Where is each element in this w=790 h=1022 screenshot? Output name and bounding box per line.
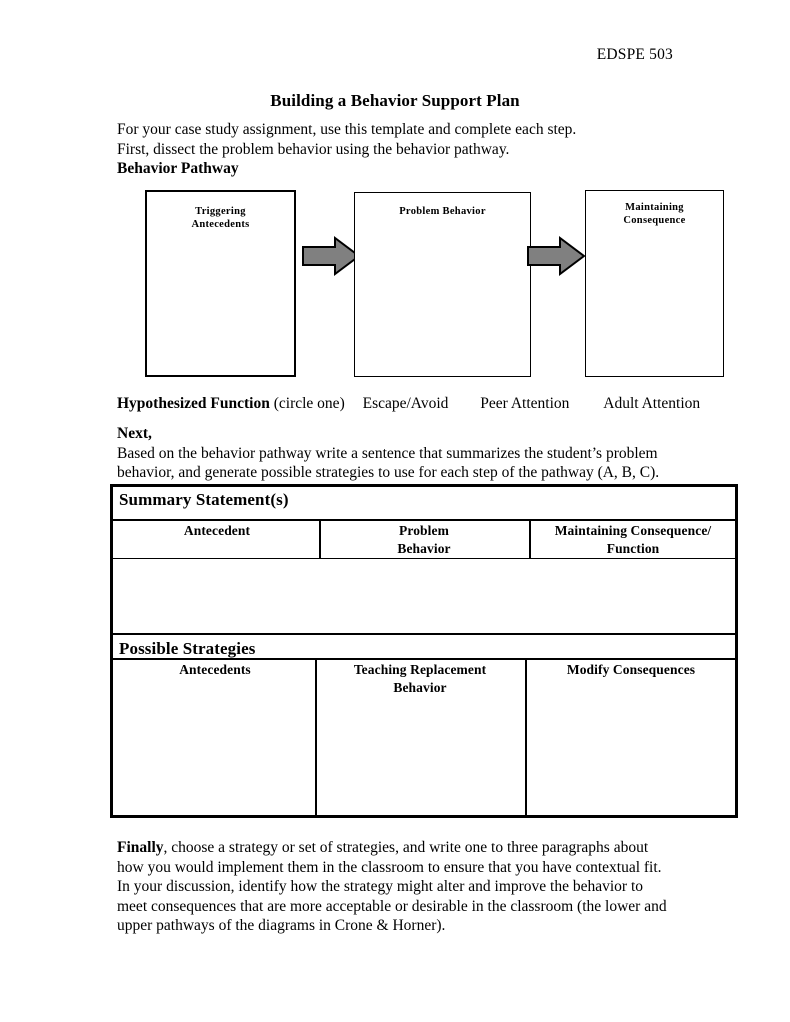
column-header-line1: Problem — [399, 523, 449, 538]
column-header-line1: Antecedents — [179, 662, 251, 677]
possible-strategies-band-title: Possible Strategies — [119, 639, 256, 658]
circle-one-instruction: (circle one) — [273, 395, 345, 412]
summary-column-header-antecedent — [117, 522, 317, 540]
strategies-column-header-teaching-replacement-behavior — [317, 661, 523, 697]
column-header-line1: Teaching Replacement — [353, 662, 487, 677]
column-header-line2: Function — [606, 541, 660, 556]
arrow-behavior-to-consequence-icon — [527, 236, 585, 276]
summary-column-header-maintaining-consequence-function — [531, 522, 735, 558]
finally-lead: Finally — [117, 839, 164, 856]
next-line-1: Based on the behavior pathway write a sentence that summarizes the student’s problem — [117, 444, 658, 462]
table-column-divider — [319, 519, 321, 558]
pathway-box-label-line1: Triggering — [195, 206, 246, 217]
finally-line-3: In your discussion, identify how the strategy might alter and improve the behavior to — [117, 878, 644, 895]
finally-line-5: upper pathways of the diagrams in Crone & Horner). — [117, 917, 446, 934]
finally-line-1-rest: , choose a strategy or set of strategies, and write one to three paragraphs about — [163, 839, 649, 856]
summary-column-header-problem-behavior — [321, 522, 527, 558]
hypothesized-function-label: Hypothesized Function — [117, 395, 270, 412]
finally-instructions — [117, 838, 737, 936]
pathway-box-problem-behavior — [354, 192, 531, 377]
next-instructions — [117, 424, 727, 483]
hypothesized-function-row — [117, 395, 737, 413]
course-code: EDSPE 503 — [596, 46, 673, 63]
table-column-divider — [529, 519, 531, 558]
finally-line-4: meet consequences that are more acceptable or desirable in the classroom (the lower and — [117, 897, 667, 915]
column-header-line1: Antecedent — [183, 523, 251, 538]
pathway-box-triggering-antecedents — [145, 190, 296, 377]
column-header-line2: Behavior — [393, 680, 447, 695]
table-column-divider — [525, 658, 527, 815]
pathway-box-label-line1: Maintaining — [625, 202, 684, 213]
table-column-divider — [315, 658, 317, 815]
column-header-line1: Maintaining Consequence/ — [554, 523, 712, 538]
next-heading: Next, — [117, 425, 152, 442]
strategies-column-header-antecedents — [117, 661, 313, 679]
column-header-line2: Behavior — [397, 541, 451, 556]
behavior-support-worksheet-table — [110, 484, 738, 818]
strategies-column-header-modify-consequences — [527, 661, 735, 679]
intro-line-1: For your case study assignment, use this template and complete each step. — [117, 121, 577, 138]
page-title: Building a Behavior Support Plan — [270, 91, 520, 110]
table-rule — [113, 519, 735, 521]
next-line-2: behavior, and generate possible strategies to use for each step of the pathway (A, B, C). — [117, 464, 660, 481]
intro-line-2: First, dissect the problem behavior using the behavior pathway. — [117, 140, 510, 158]
pathway-box-label — [586, 201, 723, 227]
pathway-box-label — [147, 205, 294, 231]
summary-statements-band-title: Summary Statement(s) — [119, 490, 289, 509]
function-option-escape-avoid[interactable]: Escape/Avoid — [362, 395, 449, 412]
table-rule — [113, 633, 735, 635]
arrow-antecedent-to-behavior-icon — [302, 236, 360, 276]
table-rule — [113, 658, 735, 660]
intro-paragraph — [117, 120, 717, 179]
pathway-box-label — [355, 205, 530, 218]
behavior-pathway-heading: Behavior Pathway — [117, 160, 239, 177]
pathway-box-label-line1: Problem Behavior — [399, 206, 486, 217]
function-option-peer-attention[interactable]: Peer Attention — [480, 395, 570, 412]
table-rule — [113, 558, 735, 559]
behavior-pathway-diagram — [0, 186, 790, 386]
finally-line-2: how you would implement them in the classroom to ensure that you have contextual fit. — [117, 858, 662, 876]
pathway-box-label-line2: Consequence — [623, 215, 686, 226]
finally-line-1 — [117, 838, 737, 858]
pathway-box-maintaining-consequence — [585, 190, 724, 377]
function-option-adult-attention[interactable]: Adult Attention — [603, 395, 701, 412]
pathway-box-label-line2: Antecedents — [191, 219, 250, 230]
column-header-line1: Modify Consequences — [566, 662, 696, 677]
